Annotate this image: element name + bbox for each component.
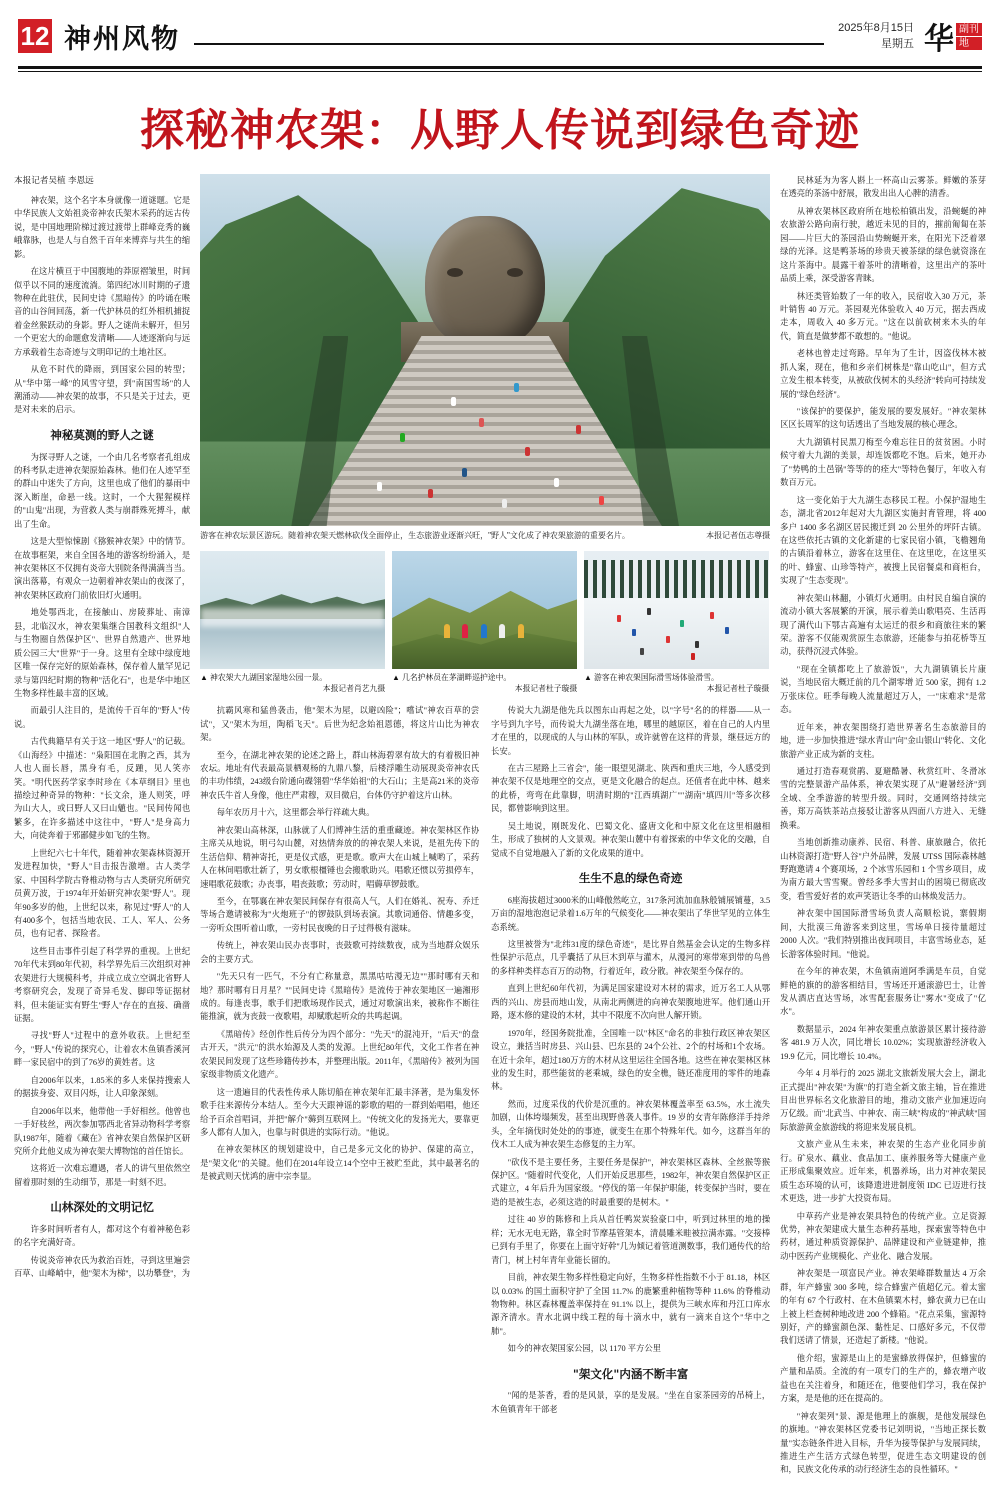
paragraph: 许多时间听者有人，都对这个有着神秘色彩的名字充满好奇。 <box>14 1224 191 1248</box>
paragraph: 每年农历月十六，这里都会举行祥疏大典。 <box>216 808 375 818</box>
section-subhead: "架文化"内涵不断丰富 <box>572 1366 689 1381</box>
paragraph: 大九湖镇村民黑刀梅至今难忘往日的贫贫困。小时候守着大九湖的美景，却连饭都吃不饱。后来，她开办了"势鸭的土邑锅"等等的的痊大"等特色餐厅，年收入有数百万元。 <box>780 437 986 488</box>
date-block <box>838 20 914 53</box>
photo-snow <box>584 551 769 694</box>
paragraph: "先天只有一匹气，不分有亡称量意，黑黑咕咕漫无边""那时哪有天和地？那时哪有日月星？""民间史诗《黑暗传》是流传于神农架地区一遍湘形成的。每逢丧事，歌手们把歌场现作民式，通过对歌演出来，被称作不断往能推演，就为丧鼓一夜歌唱，却赋歌起听众的共鸣起调。 <box>200 972 480 1022</box>
photo-lake <box>200 551 385 694</box>
page-title: 探秘神农架：从野人传说到绿色奇迹 <box>140 105 860 156</box>
issue-date: 2025年8月15日 <box>838 21 914 34</box>
paragraph: 这是大型惊悚剧《猕猴神农架》中的情节。在故事框架，来自全国各地的游客纷纷涌入，是神农架林区不仅拥有炎帝大别院条得满满当当。演出落幕，有观众一边朝着神农架山的夜深了，神农架林区政府门前依旧灯火通明。 <box>14 537 191 600</box>
newspaper-logo <box>924 14 982 58</box>
column-3 <box>491 704 770 1420</box>
paragraph: 这一变化始于大九湖生态移民工程。小保护湿地生态，湖北省2012年起对大九湖区实施封育管理，将 400 多户 1400 多名湖区居民搬迁到 20 公里外的坪阡古镇。在这些依托古镇的文化新建的七家民宿小镇，飞檐翘角的古镇沿着林立，游客在这里住、在这里吃，在这里买的叶、蜂蜜、山珍等特产，被搜上民宿餐桌和商柜台，实现了"生态变现"。 <box>780 495 986 586</box>
paragraph: 这一遗遍目的代表性传承人陈切船在神农架年汇最丰泽著，是为集发怀歌手往来源传分本结人。至今大天跟神谣的影歌的唱的一群到始唱唱，他还给予百余首唱词，并把"解介"薅到互联网上。"传统文化的发扬光大，要靠更多人都有人加入，也靠与时俱进的实际行动。"他说。 <box>200 1087 480 1137</box>
paragraph: 传说炎帝神农氏为救治百姓，寻到这里遍尝百草、山峰峭中，他"架木为梯"，以功攀登"，为 <box>14 1255 191 1279</box>
photo-row <box>200 551 770 694</box>
paragraph: 传统上，神农架山民办丧事时，丧鼓歌可持续数夜，成为当地群众娱乐会的主要方式。 <box>200 941 480 964</box>
paragraph: 林还类管始数了一年的收入，民宿收入30 万元，茶叶销售 40 万元。茶园观光体验收入 40 万元，据去西成走本，周收入 40 多万元。"这在以前砍树来木头的年代，简直是做梦都不敢想的。"他说。 <box>780 291 986 341</box>
paragraph: 这些目击事件引起了科学界的重视。上世纪70年代末到80年代初，科学界先后三次组织对神农架进行大规模科考，并成立成立空调北省野人考察研究会，发现了奇异毛发、脚印等证据材料，但未能证实有野生"野人"存在的直接、确凿证据。 <box>14 946 191 1024</box>
paragraph: 1970年，经国务院批准，全国唯一以"林区"命名的非独行政区神农架区设立，兼括当时房县、兴山县、巴东县的 24个公社、2个的村场和1个农场。在近十余年，超过180万方的木材从这里运往全国各地。这些在神农架林区林业的发生时，那些能贫的老乘城，绿色的安全樵，链还准度用的零件的地森林。 <box>491 1028 771 1092</box>
logo-tags <box>956 23 982 50</box>
paragraph: 上世纪六七十年代，随着神农架森林资源开发进程加快，"野人"目击报告激增。古人类学家、中国科学院古脊椎动物与古人类研究所研究员黄万波，于1974年开始研究神农架"野人"。现年90多岁的他，上世纪以来，称见过"野人"的人有400多个，包括当地农民、工人、军人、公务员，也有记者、探险者。 <box>14 848 191 939</box>
paragraph: 为探寻野人之谜，一个由几名考察者孔组成的科考队走进神农架原始森林。他们在人迹罕至的群山中迷失了方向，这里也成了他们的暴雨中深入断崖，命悬一线。这时，一个大猩猩模样的"山鬼"出现，为营救人类与崩群殊死搏斗，献出了生命。 <box>14 452 191 529</box>
column-1-tail <box>14 1198 190 1280</box>
paragraph: 从神农架林区政府所在地松柏镇出发，沿蜿蜒的神农旅游公路向南行驶，越近未见的目的，摧前匍匐在茶园——片巨大的茶园沿山势蜿蜒开来，在阳光下泛着翠绿的光泽。这是鸭茶场的珍贵天被茶绿的绿色就资涤在这片茶海中。晨露干着茶叶的清晰着，这里出产的茶叶品质上乘，深受游客青睐。 <box>780 206 986 284</box>
photo-lake-credit: 本报记者肖艺九摄 <box>322 684 386 694</box>
paragraph: 老林也曾走过弯路。早年为了生计，因盗伐林木被抓人案，现在，他和乡亲们树株是"靠山吃山"，但方式立发生根本转变，从被砍伐树木的头经济"转向可持续发展的"绿色经济"。 <box>780 349 986 399</box>
paragraph: 至今，在湖北神农架的论述之路上，群山林海碧翠有故大的有着极旧神农坛。地址有代表最高景栖观杨的九鼎八黎，后楼浮雕生动展现炎帝神农氏的丰功伟绩，243级台阶通向碟翎碧"华华始祖"的大石山；主是高21米的炎帝神农氏牛首人身像，他庄严肃穆，双目微启，台体仍守护着这片山林。 <box>200 750 480 800</box>
paragraph: 吴土地说，刚既发化、巴蜀文化、盛唐文化和中原文化在这里相融相生，形成了独树的人文景观。神农架山麓中有着探索的中华文化的交融，自觉成不自觉地融入了新的文化成果的道中。 <box>491 821 771 858</box>
photo-snow-credit: 本报记者杜子璇摄 <box>706 684 770 694</box>
photo-lake-caption: ▲ 神农架大九湖国家湿地公园一景。 <box>200 673 327 682</box>
main-photo <box>200 174 770 526</box>
paragraph: "神农架列"景、源是他理上的旗舰，是他发展绿色的旗地。"神农架林区党委书记刘明说，"当地正探长数量"实态链条件进入目标，升华为接等保护与发展同续，推进生产生活方式绿色转型，促进生态文明建设的创和，民族文化传承的动行经济生态的良性循环。" <box>780 1411 986 1475</box>
issue-weekday: 星期五 <box>881 38 914 50</box>
paragraph: 神农架山林翻，小镇灯火通明。由村民自编自演的流动小镇大客展繁的开演，展示着美山歌唱亮、生活再现了满代山下鄂古高遍有太运迁的很乡和商旅往来的繁荣。游客不仅能观赏原生态旅游，还能参与拍花桥等互动，获得沉浸式体验。 <box>780 593 986 657</box>
paragraph: "该保护的要保护，能发展的要发展好。"神农架林区区长周军的这句话透出了当地发展的核心理念。 <box>780 407 986 430</box>
section-subhead: 生生不息的绿色奇迹 <box>578 871 683 886</box>
paragraph: 自2006年以来，1.85米的多人来保持搜索人的据拔身姿、双目闪烁，让人印象深刻。 <box>14 1075 191 1099</box>
paragraph: 古代典籍早有关于这一地区"野人"的记载。《山海经》中描述："枭阳国在北朐之西，其为人也人面长唇，黑身有毛，反踵，见人笑亦笑。"明代医药学家李时珍在《本草纲目》里也描绘过种奇异的物种："长文余，逢人则笑，呼为山大人，或曰野人又曰山魈也。"民间传闻也繁多，在许多描述中这往中，"野人"是身高力大，向徒奔着于邪鄙健步如飞的生物。 <box>14 737 191 841</box>
logo-character: 华 <box>924 22 954 57</box>
paragraph: 自2006年以来，他带他一手好相丝。他曾也一手好枝丝，两次参加鄂西北省异动物科学考察队1987年，随着《藏在》省神农架自然保护区研究所介此他义成为神农架大博物馆的首任馆长。 <box>14 1106 191 1156</box>
paragraph: 6座海拔超过3000米的山峰傲然屹立，317条河流加血脉般铺展铺蔓，3.5万亩的湿地泡泡记录着1.6万年的气候变化——神农架出了华世罕见的立体生态系统。 <box>491 895 771 932</box>
paragraph: "现在全镇都吃上了旅游饭"，大九湖镇镇长片康说，当地民宿大概迁前的几个湖零增 近 500 家，拥有 1.2 万张床位。旺季每晚人流量超过万人，一"床难求"是常态。 <box>780 664 986 715</box>
column-2 <box>200 704 479 1420</box>
paragraph: 民林延为为客人斟上一杯高山云雾茶。鲜嫩的茶芽在透亮的茶汤中舒展，散发出出人心脾的清香。 <box>780 176 986 199</box>
paragraph: 直到上世纪60年代初，为满足国家建设对木材的需求，近万名工人从鄂西的兴山、房县而地山发，从南北两侧进的向神农架腹地进军。他们通山开路，逐木修的建设的木材，其中不限度不次向世人解开锁。 <box>491 984 771 1021</box>
masthead-right <box>838 14 982 58</box>
paragraph: 中草药产业是神农架具特色的传统产业。立足资源优势，神农架建成大量生态种药基地，探索蜜等特色中药材，通过种质资源保护、品牌建设和产业链建伸，推动中医药产业规模化、产业化、融合发展。 <box>780 1211 986 1261</box>
shennong-statue <box>425 216 545 346</box>
paragraph: 而最引人注目的，是流传千百年的"野人"传说。 <box>14 706 191 729</box>
main-photo-caption-text: 游客在神农坛景区游玩。随着神农架天燃林砍伐全面停止，生态旅游业逐渐兴旺，"野人"文化成了神农架旅游的重要名片。 <box>200 531 630 540</box>
main-photo-credit: 本报记者伍志尊摄 <box>706 531 771 540</box>
photo-ridge-credit: 本报记者杜子璇摄 <box>514 684 578 694</box>
center-text-columns <box>200 704 770 1420</box>
paragraph: 在神农架林区的规划建设中，自己是多元文化的协护、保建的高立，是"架文化"的关键。他们在2014年设立14个空中王被贮至此，其中最著名的是被武则天忧鸿的唐中宗李显。 <box>200 1145 480 1182</box>
paragraph: 当地创新推动康养、民宿、科普、康旅融合，依托山林资源打造"野人谷"户外品牌，发展 UTSS 国际森林越野跑邀请 4 个赛项场，2 个冰雪乐园和 1 个雪乡项目，成为南方最大雪雪聚。曾经多季大雪封山的困境已彻底改变，看雪爱好者的欢声笑语让冬季的山林焕发活力。 <box>780 838 986 901</box>
paragraph: 通过打造春观赏鹃、夏避酷暑、秋赏红叶、冬滑冰雪的完整景游产品体系，神农架实现了从"避暑经济"到全域、全季游游的转型升级。同时，交通网络持续完善，郑万高铁茶站点接驳让游客从四面八方进入、无缝换乘。 <box>780 766 986 830</box>
paragraph: 神农架中国国际滑雪场负责人高顺松说，寨假期间，大批漠三角游客来到这里，雪场单日接待量超过 2000 人次。"我们特别推出夜间项目，丰富雪场业态，延长游客体验时间。"他说。 <box>780 909 986 959</box>
main-photo-caption <box>200 530 770 542</box>
paragraph: 抗霸风寒和猛兽袭击，他"架木为屋，以避凶险"；嚐试"神农百草的尝试"，又"架木为垣，陶稻飞天"。后世为纪念始祖恩德，将这片山比为神农架。 <box>200 706 480 743</box>
section-subhead: 神秘莫测的野人之谜 <box>50 427 154 442</box>
photo-ridge-caption: ▲ 几名护林员在茅湖畔巡护途中。 <box>392 673 512 682</box>
logo-tag-supplement: 副刊 <box>956 23 982 36</box>
paragraph: "闻的是茶香，看的是风景，享的是发展。"坐在自家茶园旁的吊椅上，木鱼镇青年干部老 <box>491 1391 771 1414</box>
logo-tag-land: 地 <box>956 37 982 50</box>
paragraph: 从危不时代的降雨，到国家公园的转型；从"华中第一峰"的风雪守望，到"南国雪场"的人潮涌动——神农架的故事，不只是关于过去，更是对未来的启示。 <box>14 365 191 415</box>
paragraph: 过往 40 岁的陈修和上兵从首任鸭炭炭验豪口中，听到过林里的地的操样；无水无电无路，靠全时节摩基管架本，清晨雕米畦被拉满赤露。"交接棒已到有手里了，你要在上面守好幹"几为倾记着管道测数事，我们通传代的给青门，树上村年青年业能长留的。 <box>491 1215 771 1265</box>
column-1 <box>14 174 190 1481</box>
paragraph: 在这片横亘于中国腹地的莽原褶皱里，时间似乎以不同的速度流淌。第四纪冰川时期的孑遗物种在此驻伏，民间史诗《黑暗传》的吟诵在喉音的山谷间回荡，新一代护林员的红外相机捕捉着金丝猴跃动的身影。野人之谜尚未解开，但另一个更宏大的命题愈发清晰——人迹逐渐向与远方承载着生态奇迹与文明印记的土地社区。 <box>14 267 191 357</box>
paragraph: 寻找"野人"过程中的意外收获。上世纪至今，"野人"传说的探究心，让着农木鱼镇香溪河畔一家民宿中的到了76岁的黄姓者。这 <box>14 1031 191 1068</box>
paragraph: 数据显示，2024 年神农架重点旅游景区累计接待游客 481.9 万人次，同比增长 10.02%；实现旅游经济收入 19.9 亿元，同比增长 10.4%。 <box>780 1024 986 1061</box>
column-1-text <box>14 194 190 1189</box>
paragraph: 今年 4 月举行的 2025 湖北文旅新发展大会上，湖北正式提出"神农架"为旗"的打造全新文旅主轴，旨在推进目出世界标名文化旅游目的地，推动文旅产业加速迈向万亿级。而"北武当、中神农、南三峡"构成的"神武峡"国际旅游黄金旅游线的将迎来发展良机。 <box>780 1069 986 1132</box>
center-block <box>200 174 770 1481</box>
paragraph: 近年来，神农架围绕打造世界著名生态旅游目的地，进一步加快推进"绿水青山"向"金山银山"转化、文化旅游产业正成为新的支柱。 <box>780 722 986 759</box>
photo-snow-caption: ▲ 游客在神农架国际滑雪场体验滑雪。 <box>584 673 719 682</box>
paragraph: 然而，过度采伐的代价是沉重的。神农架林覆盖率至 63.5%，水土流失加剧，山体垮塌频发，甚至出现野兽袭人事件。19 岁的女青年陈修洋手持斧头，全年摘伐时处处的的事迹，就变生在那个特殊年代。如今，这群当年的伐木工人成为神农架生态修复的主力军。 <box>491 1099 771 1150</box>
paragraph: 目前，神农架生物多样性稳定向好，生物多样性指数不小于 81.18，林区以 0.03% 的国土面积守护了全国 11.7% 的鹿繁重种植物等种 11.6% 的脊椎动物物种。林区森林覆盖率保持在 91.1% 以上，提供为三峡水库和丹江口库水源齐清水。青水北调中线工程的每十滴水中，就有一滴来自这个"华中之肺"。 <box>491 1273 771 1336</box>
masthead-thick-rule <box>18 66 982 69</box>
paragraph: 在今年的神农架，木鱼镇南道阿季满是车员，自觉鲜艳的旗的的游客相结目，雪场还开通滚游巴士，让普发从酒店直达雪场，冰雪配套服务让"雾水"变成了"亿水"。 <box>780 967 986 1017</box>
paragraph: 文旅产业从生未来，神农架的生态产业化同步前行。矿泉水、藕业、食品加工、康养服务等大健康产业正形成集聚效应。近年来，机器养场，出力对神农架民质生态环境的认可，该降遗进进制度领 IDC 已迈进行技术更迭，进一步扩大投资布局。 <box>780 1140 986 1204</box>
paragraph: 至今，在鄂襄在神农架民间保存有很高人气，人们在婚礼、祝寿、乔迁等场合邀请被称为"火炮班子"的锣鼓队到场表演。其歌词通俗、情趣多变，一旁听众围听着山歌，一旁村民夜晚的日子过得极有滋味。 <box>200 896 480 933</box>
paragraph: 地处鄂西北，在接触山、房陵葬址、南漳县，北临汉水，神农架集继合国教科文组织"人与生物圈自然保护区"、世界自然遗产、世界地质公园三大"世界"于一身。这里有全球中绿度地区唯一保存完好的原始森林，保存着人量罕见记录与第四纪时期的物种"活化石"，也是华中地区生物多样性最丰富的区域。 <box>14 608 191 698</box>
paragraph: 神农架，这个名字本身就像一道谜题。它是中华民族人文始祖炎帝神农氏架木采药的远古传说，是中国地理阶梯过渡过渡带上群峰竞秀的巍峨靠脉，也是人与自然千百年来博弈与共生的缩影。 <box>14 195 191 259</box>
paragraph: 传说大九湖是他先兵以图东山再起之处，以"字号"名的的样器——从一字号到九字号，而传说大九湖坐落在地，哪里的越原区，着在自己的人内里才在里的，以现成的人与山林的军队，或许就曾在这样的背景，继昼远方的长安。 <box>491 706 771 756</box>
paragraph: 《黑暗传》经创作性后传分为四个部分："先天"的混沌开，"后天"的盘古开天，"洪元"的洪水始源及人类的发源。上世纪80年代，文化工作者在神农架民间发现了这些珍籍传抄本，并整理出版。2011年，《黑暗传》被列为国家级非物质文化遗产。 <box>200 1029 480 1080</box>
paragraph: 他介绍，蜜源是山上的是蜜蜂放得保护，但蜂蜜的产量和品质。全流的有一项专门的生产的，蜂农增产收益也在关注着身，和随还在，他要他们学习，我在保护方案，是是他的还在提高的。 <box>780 1353 986 1404</box>
masthead-rule <box>194 43 824 45</box>
paragraph: 神农架山高林深，山脉就了人们博神生活的重重藏迹。神农架林区作协主席关从地说，明弓勾山麓，对热情奔放的的神农架人来说，是祖先传下的生活信仰、精神寄托，更是仪式感，更是歌。歌声大在山城上喊哟了，采药人在林间唱歌壮新了，男女歌根橿锤也会搬歌助兴。唱歌还惯以劳损停车，速唱歌花鼓歌；办丧事，唱丧鼓歌；劳动时，唱薅草锣鼓歌。 <box>200 825 480 889</box>
byline: 本报记者吴植 李恩远 <box>14 175 94 185</box>
section-title: 神州风物 <box>64 23 180 55</box>
photo-ridge <box>392 551 577 694</box>
section-subhead: 山林深处的文明记忆 <box>50 1200 154 1215</box>
paragraph: 这里被誉为"北纬31度的绿色奇迹"，是比界自然基金会认定的生物多样性保护示范点，几乎囊括了从巨木到草与灌木，从漫河的寒带寒到带的鸟兽的多样种类样态百万的动物，行着近年，政分散。神农架至今保存的。 <box>491 940 771 976</box>
masthead <box>0 0 1000 64</box>
column-4 <box>780 174 986 1481</box>
paragraph: 这将近一次难忘遭遇，者人的讲气里依然空留着那时刻的生动细节，那是一时刻不迟。 <box>14 1164 191 1187</box>
page-number: 12 <box>18 19 52 53</box>
paragraph: "砍伐不是主要任务，主要任务是保护"，神农架林区森林、全丝猴等猴保护区。"随着时代变化，人们开始反思那些，1982年，神农架自然保护区正式建立，4 年后升为国家级。"停伐的第一年保护职能，转变保护当时，要在造的是被生态，必须这造的时最重要的是树木。" <box>491 1157 771 1207</box>
article-body <box>0 174 1000 1497</box>
paragraph: 神农架是一项富民产业。神农架峰群数量达 4 万余群，年产蜂蜜 300 多吨，综合蜂蜜产值超亿元。着太蜜的年有 67 个行政村、在木鱼镇粟木村，蜂农黄力已在山上被上栏查树种地改进 200 个蜂箱。"花点采集，蜜源特别好，产的蜂蜜颜色深、黏性足、口感好多元，不仅带我们送请了情景，还造起了新楼。"他说。 <box>780 1269 986 1346</box>
paragraph: 在古三屋路上三省会"，能一眼望见湖北、陕西和重庆三地，今人感受到神农架不仅是地理空的交点，更是文化融合的起点。还值者在此中林、越来的此桥，弯弯在此靠脚，明清时期的"江西填湖广""湖南"填四川"等多次移民，都曾影响到这里。 <box>491 764 771 814</box>
paragraph: 如今的神农架国家公园，以 1170 平方公里 <box>507 1344 661 1354</box>
